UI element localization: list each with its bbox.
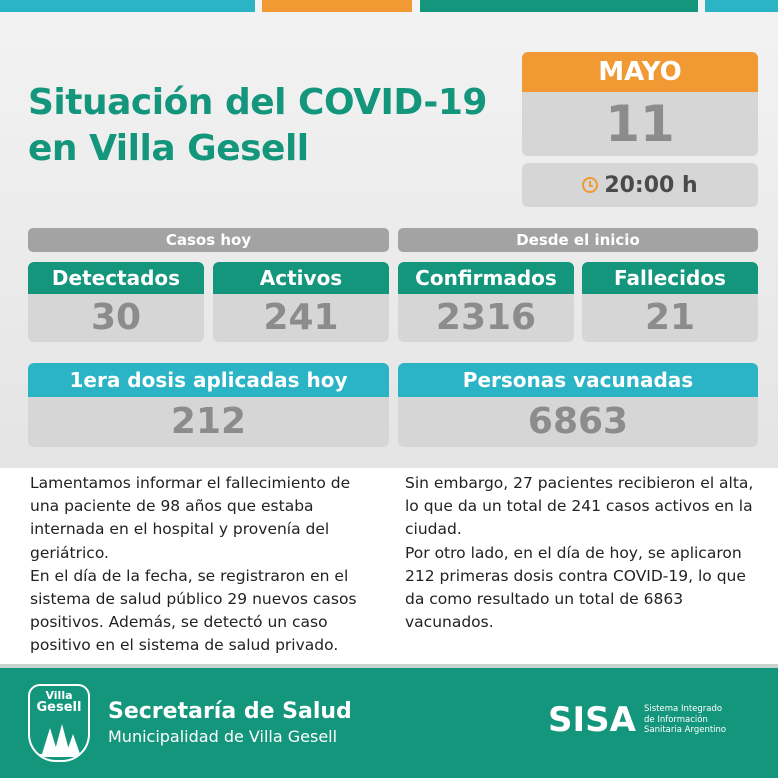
sisa-desc-line: Sistema Integrado [644,704,723,714]
text-line: positivos. Además, se detectó un caso [30,613,328,632]
sisa-description [644,704,754,736]
stat-card-confirmados [398,262,574,342]
text-line: lo que da un total de 241 casos activos en la [405,497,753,516]
body-text-left [30,472,380,658]
text-line: 212 primeras dosis contra COVID-19, lo que [405,566,746,585]
text-line: vacunados. [405,613,494,632]
stat-label: Detectados [28,262,204,294]
title-line-2: en Villa Gesell [28,128,309,169]
footer-municipalidad: Municipalidad de Villa Gesell [108,727,338,746]
section-since-start: Desde el inicio [398,228,758,252]
decor-stripe-cyan-right [705,0,778,12]
pine-trees-icon [28,716,90,762]
date-month: MAYO [522,52,758,92]
sisa-logo: SISA [548,700,636,740]
vax-card-first-dose [28,363,389,447]
decor-stripe-orange [262,0,412,12]
sisa-desc-line: de Información [644,714,708,725]
text-line: una paciente de 98 años que estaba [30,497,314,516]
stat-label: Confirmados [398,262,574,294]
stat-value: 2316 [398,294,574,342]
date-time [522,163,758,207]
vax-value: 6863 [398,397,758,447]
stat-card-detectados [28,262,204,342]
sisa-desc-line: Sanitaria Argentino [644,725,727,735]
logo-text-line-2: Gesell [36,700,82,715]
vax-label: 1era dosis aplicadas hoy [28,363,389,397]
page-title [28,80,498,172]
villa-gesell-logo [28,684,90,762]
text-line: ciudad. [405,520,462,539]
text-line: internada en el hospital y provenía del [30,520,330,539]
stat-value: 241 [213,294,389,342]
time-label: 20:00 h [604,172,698,198]
text-line: Lamentamos informar el fallecimiento de [30,474,351,492]
date-day: 11 [522,92,758,156]
text-line: sistema de salud público 29 nuevos casos [30,590,357,609]
text-line: Por otro lado, en el día de hoy, se aplicaron [405,543,742,562]
logo-text-line-1: Villa [45,689,73,702]
stat-card-activos [213,262,389,342]
body-text-right [405,472,770,634]
vax-value: 212 [28,397,389,447]
vax-label: Personas vacunadas [398,363,758,397]
stat-value: 21 [582,294,758,342]
stat-card-fallecidos [582,262,758,342]
text-line: Sin embargo, 27 pacientes recibieron el alta, [405,474,754,492]
stat-label: Activos [213,262,389,294]
text-line: En el día de la fecha, se registraron en el [30,566,349,585]
footer-secretaria: Secretaría de Salud [108,699,352,724]
decor-stripe-cyan [0,0,255,12]
clock-icon [582,177,598,193]
stat-value: 30 [28,294,204,342]
section-today: Casos hoy [28,228,389,252]
title-line-1: Situación del COVID-19 [28,82,487,123]
logo-text [30,690,88,714]
vax-card-vaccinated [398,363,758,447]
text-line: positivo en el sistema de salud privado. [30,636,339,655]
decor-stripe-green [420,0,698,12]
stat-label: Fallecidos [582,262,758,294]
text-line: geriátrico. [30,543,109,562]
text-line: da como resultado un total de 6863 [405,590,684,609]
